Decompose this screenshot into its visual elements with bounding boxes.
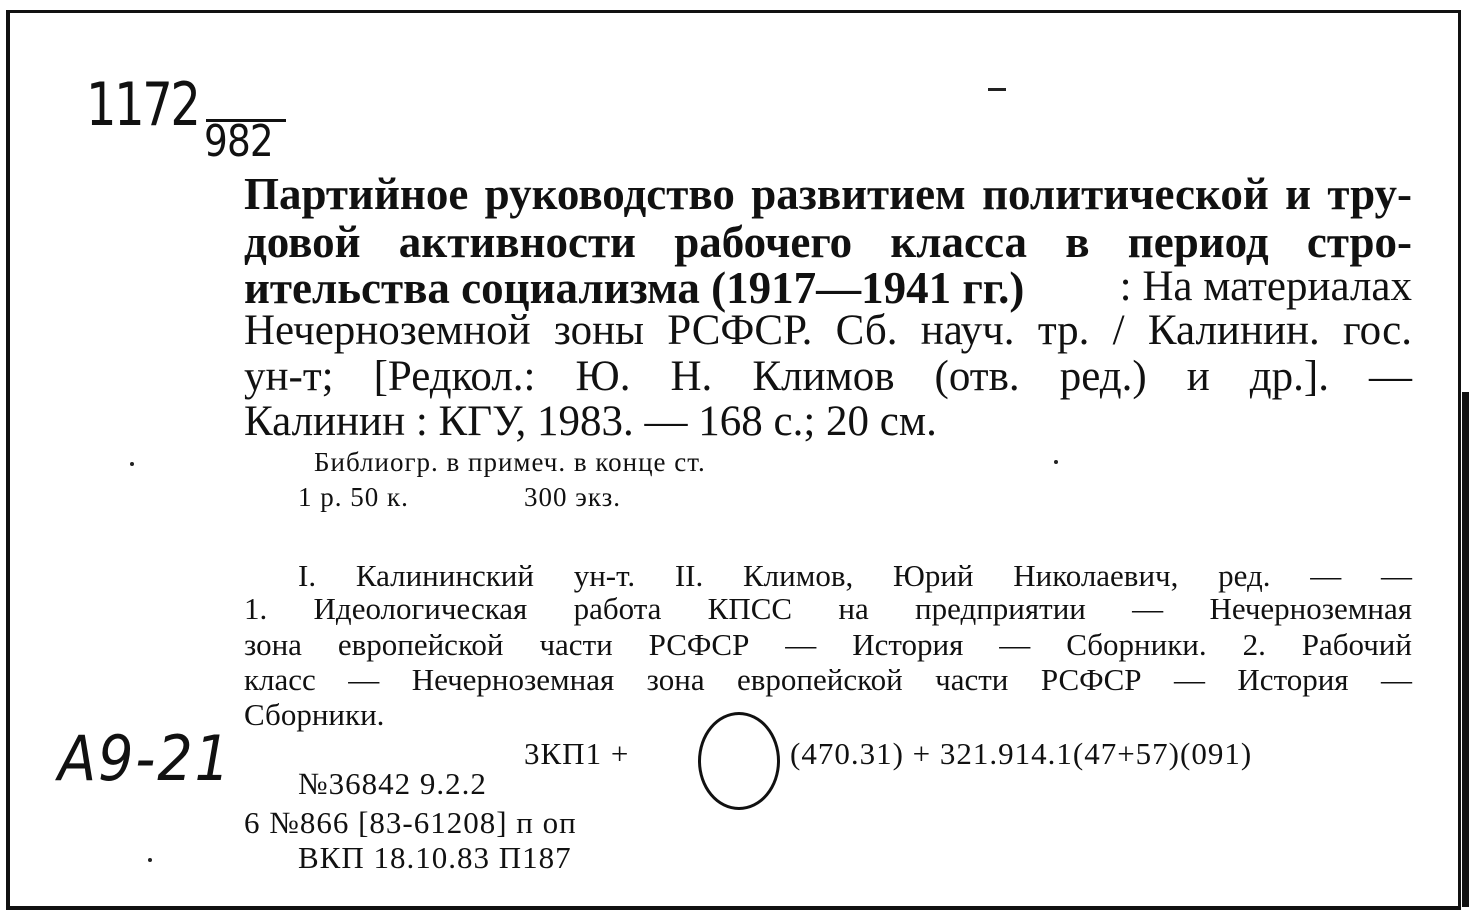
body-line-3: Калинин : КГУ, 1983. — 168 с.; 20 см. <box>244 398 937 445</box>
stray-mark <box>988 88 1006 91</box>
speck <box>130 462 134 466</box>
record-number: №36842 9.2.2 <box>298 766 487 801</box>
shelf-mark-sub: 982 <box>204 116 273 167</box>
shelf-mark-main: 1172 <box>86 70 199 140</box>
vkp-line: ВКП 18.10.83 П187 <box>298 840 572 875</box>
price: 1 р. 50 к. <box>298 482 409 512</box>
title-tail: : На материалах <box>1119 263 1412 310</box>
order-line: 6 №866 [83-61208] п оп <box>244 805 577 840</box>
bibliography-note: Библиогр. в примеч. в конце ст. <box>314 447 706 477</box>
inventory-handwritten: А9-21 <box>58 722 232 795</box>
title-line-3-bold: ительства социализма (1917—1941 гг.) <box>244 263 1025 313</box>
body-line-1: Нечерноземной зоны РСФСР. Сб. науч. тр. / Калинин. гос. <box>244 307 1412 354</box>
class-code-right: (470.31) + 321.914.1(47+57)(091) <box>790 736 1253 771</box>
circle-stamp <box>698 712 780 810</box>
subject-line-3: зона европейской части РСФСР — История — Сборники. 2. Рабочий <box>244 627 1412 662</box>
subject-line-1: I. Калининский ун-т. II. Климов, Юрий Николаевич, ред. — — <box>298 558 1412 593</box>
title-line-1: Партийное руководство развитием политической и тру- <box>244 169 1412 219</box>
speck <box>1054 460 1058 464</box>
card-right-edge <box>1462 392 1469 907</box>
title-line-2: довой активности рабочего класса в период стро- <box>244 217 1412 267</box>
class-code-left: 3КП1 + <box>524 736 630 771</box>
body-line-2: ун-т; [Редкол.: Ю. Н. Климов (отв. ред.) и др.]. — <box>244 353 1412 400</box>
print-run: 300 экз. <box>524 482 622 512</box>
subject-line-4: класс — Нечерноземная зона европейской части РСФСР — История — <box>244 662 1412 697</box>
subject-line-2: 1. Идеологическая работа КПСС на предприятии — Нечерноземная <box>244 591 1412 626</box>
subject-line-5: Сборники. <box>244 697 385 732</box>
speck <box>148 858 152 862</box>
